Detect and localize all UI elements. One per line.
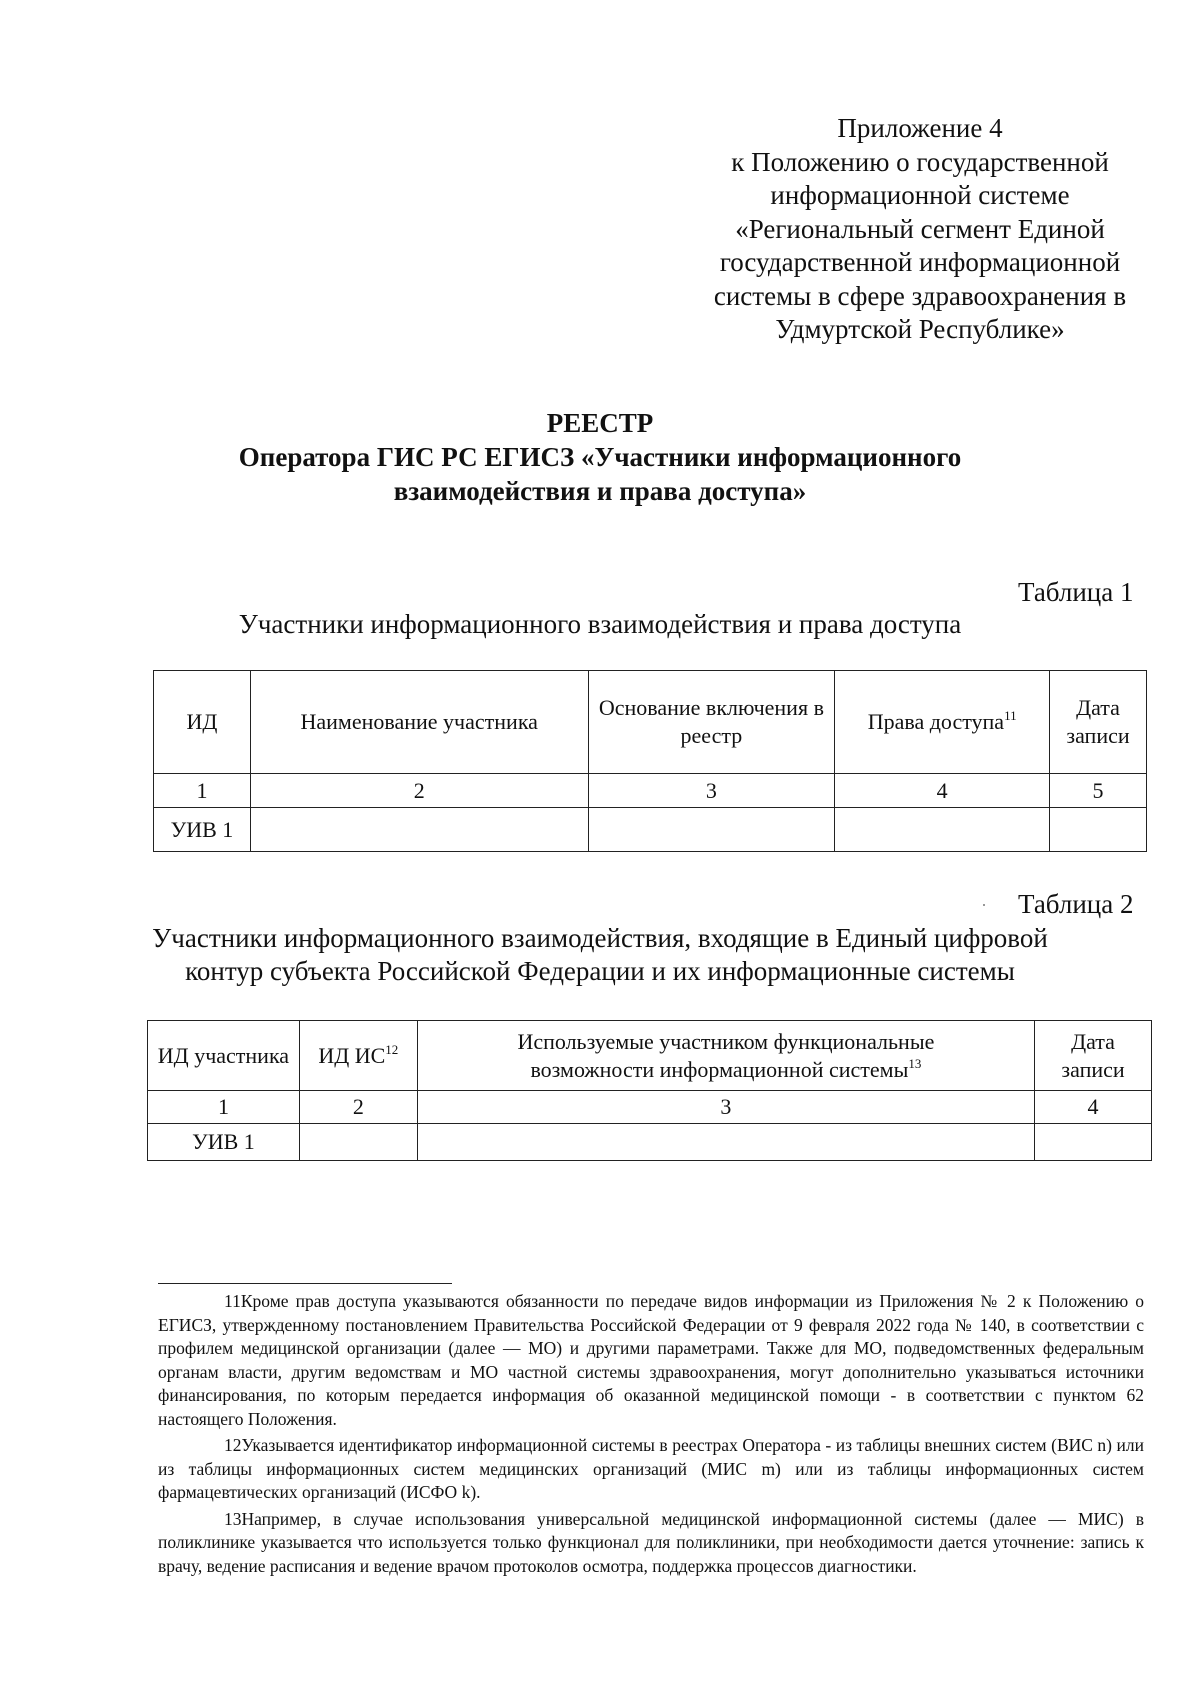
table1-label: Таблица 1: [1018, 577, 1134, 607]
footnote-separator: [158, 1283, 452, 1284]
table2-title-line: Участники информационного взаимодействия, входящие в Единый цифровой: [152, 923, 1048, 953]
column-number: 1: [148, 1091, 300, 1124]
footnote-12: 12Указывается идентификатор информационной системы в реестрах Оператора - из таблицы внешних систем (ВИС n) или из таблицы информационных систем медицинских организаций (МИС m) или из таблицы информационных систем фармацевтических организаций (ИСФО k).: [158, 1435, 1144, 1502]
appendix-line: Приложение 4: [837, 113, 1003, 143]
table-header-row: [148, 1021, 1152, 1091]
header-date: Дата записи: [1050, 671, 1147, 774]
table2-title-line: контур субъекта Российской Федерации и их информационные системы: [185, 956, 1015, 986]
cell-rights: [835, 808, 1050, 852]
table2-label: Таблица 2: [1018, 889, 1134, 919]
footnote-ref: 12: [385, 1041, 399, 1057]
cell-date: [1050, 808, 1147, 852]
cell-id: УИВ 1: [154, 808, 251, 852]
table-row: [148, 1124, 1152, 1161]
column-number: 1: [154, 774, 251, 808]
table1: [153, 670, 1147, 852]
table-header-row: [154, 671, 1147, 774]
appendix-line: Удмуртской Республике»: [775, 314, 1065, 344]
cell-participant-id: УИВ 1: [148, 1124, 300, 1161]
table-number-row: [154, 774, 1147, 808]
cell-is-id: [299, 1124, 417, 1161]
table2-title: [130, 922, 1070, 988]
footnote-11: 11Кроме прав доступа указываются обязанности по передаче видов информации из Приложения № 2 к Положению о ЕГИСЗ, утвержденному постановлением Правительства Российской Федерации от 9 февраля 2022 года № 140, в соответствии с профилем медицинской организации (далее — МО) и другими параметрами. Также для МО, подведомственных федеральным органам власти, другим ведомствам и МО частной системы здравоохранения, могут дополнительно указываться источники финансирования, по которым передается информация об оказанной медицинской помощи - в соответствии с пунктом 62 настоящего Положения.: [158, 1291, 1144, 1429]
header-participant-id: ИД участника: [148, 1021, 300, 1091]
appendix-header: [690, 112, 1150, 347]
cell-basis: [588, 808, 835, 852]
header-is-id-label: ИД ИС: [318, 1042, 386, 1068]
column-number: 4: [835, 774, 1050, 808]
table-number-row: [148, 1091, 1152, 1124]
footnotes: [158, 1290, 1144, 1581]
appendix-line: системы в сфере здравоохранения в: [713, 280, 1127, 311]
header-id: ИД: [154, 671, 251, 774]
appendix-line: государственной информационной: [719, 247, 1121, 277]
header-rights: [835, 671, 1050, 774]
registry-subtitle-line: взаимодействия и права доступа»: [393, 476, 807, 506]
column-number: 3: [417, 1091, 1034, 1124]
column-number: 5: [1050, 774, 1147, 808]
footnote-ref: 13: [908, 1055, 922, 1071]
header-rights-label: Права доступа: [867, 709, 1005, 734]
table1-title: Участники информационного взаимодействия и права доступа: [238, 609, 962, 639]
header-is-id: [299, 1021, 417, 1091]
cell-name: [250, 808, 588, 852]
cell-functions: [417, 1124, 1034, 1161]
registry-subtitle-line: Оператора ГИС РС ЕГИСЗ «Участники информационного: [238, 442, 962, 472]
column-number: 2: [250, 774, 588, 808]
appendix-line: «Региональный сегмент Единой: [735, 213, 1105, 244]
cell-date: [1035, 1124, 1152, 1161]
header-functions: [417, 1021, 1034, 1091]
registry-title: РЕЕСТР: [546, 408, 654, 438]
appendix-line: информационной системе: [770, 180, 1070, 210]
footnote-ref: 11: [1004, 708, 1017, 723]
column-number: 3: [588, 774, 835, 808]
footnote-13: 13Например, в случае использования универсальной медицинской информационной системы (далее — МИС) в поликлинике указывается что используется только функционал для поликлиники, при необходимости дается уточнение: запись к врачу, ведение расписания и ведение врачом протоколов осмотра, поддержка процессов диагностики.: [158, 1508, 1144, 1576]
header-name: Наименование участника: [250, 671, 588, 774]
appendix-line: к Положению о государственной: [731, 146, 1109, 177]
header-basis: Основание включения в реестр: [588, 671, 835, 774]
header-functions-label: Используемые участником функциональные возможности информационной системы: [517, 1028, 935, 1082]
table-row: [154, 808, 1147, 852]
table2: [147, 1020, 1152, 1161]
column-number: 4: [1035, 1091, 1152, 1124]
registry-heading: [150, 406, 1050, 508]
header-date: Дата записи: [1035, 1021, 1152, 1091]
column-number: 2: [299, 1091, 417, 1124]
scan-speck: [983, 904, 985, 906]
